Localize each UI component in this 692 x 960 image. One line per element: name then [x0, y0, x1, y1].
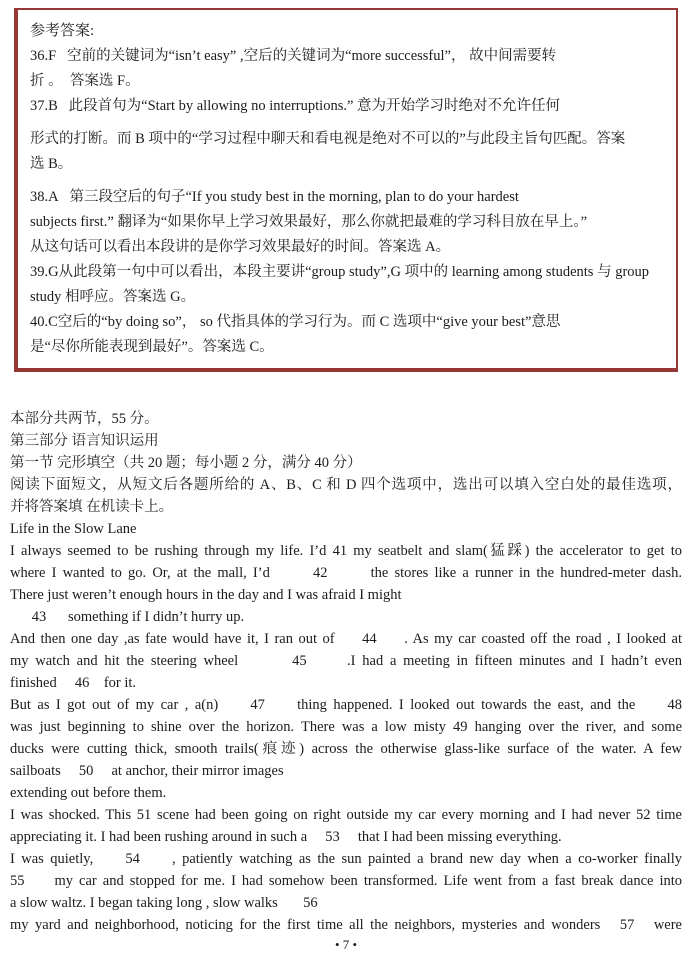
body-line: 阅读下面短文，从短文后各题所给的 A、B、C 和 D 四个选项中，选出可以填入空白处的最佳选项， — [10, 477, 682, 493]
exam-body — [10, 408, 682, 953]
body-line: I was shocked. This 51 scene had been going on right outside my car every morning and I had never 52 time — [10, 807, 682, 823]
body-line: sailboats 50 at anchor, their mirror images — [10, 763, 284, 779]
answer-line: 是“尽你所能表现到最好”。答案选 C。 — [30, 339, 274, 355]
body-line: ducks were cutting thick, smooth trails(痕迹) across the otherwise glass-like surface of the water. A few — [10, 741, 682, 757]
body-line: my yard and neighborhood, noticing for the first time all the neighbors, mysteries and wonders 57 were — [10, 917, 682, 933]
answer-line: subjects first.” 翻译为“如果你早上学习效果最好，那么你就把最难的学习科目放在早上。” — [30, 214, 588, 230]
body-line: my watch and hit the steering wheel 45 .I had a meeting in fifteen minutes and I hadn’t even — [10, 653, 682, 669]
body-line: 第一节 完形填空（共 20 题；每小题 2 分，满分 40 分） — [10, 455, 362, 471]
body-line: finished 46 for it. — [10, 675, 137, 691]
body-line: And then one day ,as fate would have it, I ran out of 44 . As my car coasted off the road , I looked at — [10, 631, 682, 647]
body-line: 55 my car and stopped for me. I had somehow been transformed. Life went from a fast break dance into — [10, 873, 682, 889]
body-line: I was quietly, 54 , patiently watching as the sun painted a brand new day when a co-worker finally — [10, 851, 682, 867]
answer-line: study 相呼应。答案选 G。 — [30, 289, 196, 305]
answer-line: 形式的打断。而 B 项中的“学习过程中聊天和看电视是绝对不可以的”与此段主旨句匹配。答案 — [30, 131, 626, 147]
exam-body-lines — [10, 408, 682, 936]
body-line: was just beginning to shine over the horizon. There was a low misty 49 hanging over the river, and some — [10, 719, 682, 735]
body-line: extending out before them. — [10, 785, 167, 801]
body-line: 第三部分 语言知识运用 — [10, 433, 159, 449]
answer-key-title: 参考答案: — [30, 23, 95, 39]
answer-line: 从这句话可以看出本段讲的是你学习效果最好的时间。答案选 A。 — [30, 239, 451, 255]
body-line: But as I got out of my car , a(n) 47 thing happened. I looked out towards the east, and the 48 — [10, 697, 682, 713]
body-line: a slow waltz. I began taking long , slow walks 56 — [10, 895, 318, 911]
body-line: Life in the Slow Lane — [10, 521, 137, 537]
body-line: 本部分共两节，55 分。 — [10, 411, 159, 427]
answer-line: 39.G从此段第一句中可以看出，本段主要讲“group study”,G 项中的 learning among students 与 group — [30, 264, 650, 280]
body-line: 43 something if I didn’t hurry up. — [10, 609, 245, 625]
answer-line: 40.C空后的“by doing so”， so 代指具体的学习行为。而 C 选项中“give your best”意思 — [30, 314, 561, 330]
answer-line: 选 B。 — [30, 156, 73, 172]
answer-line: 折 。 答案选 F。 — [30, 73, 140, 89]
body-line: There just weren’t enough hours in the day and I was afraid I might — [10, 587, 402, 603]
body-line: 并将答案填 在机读卡上。 — [10, 499, 174, 515]
answer-key-box — [14, 8, 678, 372]
body-line: appreciating it. I had been rushing around in such a 53 that I had been missing everything. — [10, 829, 562, 845]
body-line: where I wanted to go. Or, at the mall, I’d 42 the stores like a runner in the hundred-meter dash. — [10, 565, 682, 581]
answer-key-lines — [30, 44, 668, 360]
answer-line: 37.B 此段首句为“Start by allowing no interruptions.” 意为开始学习时绝对不允许任何 — [30, 98, 561, 114]
page-number: • 7 • — [334, 937, 358, 952]
body-line: I always seemed to be rushing through my life. I’d 41 my seatbelt and slam(猛踩) the accelerator to get to — [10, 543, 682, 559]
answer-line: 38.A 第三段空后的句子“If you study best in the morning, plan to do your hardest — [30, 189, 519, 205]
answer-line: 36.F 空前的关键词为“isn’t easy” ,空后的关键词为“more successful”， 故中间需要转 — [30, 48, 557, 64]
